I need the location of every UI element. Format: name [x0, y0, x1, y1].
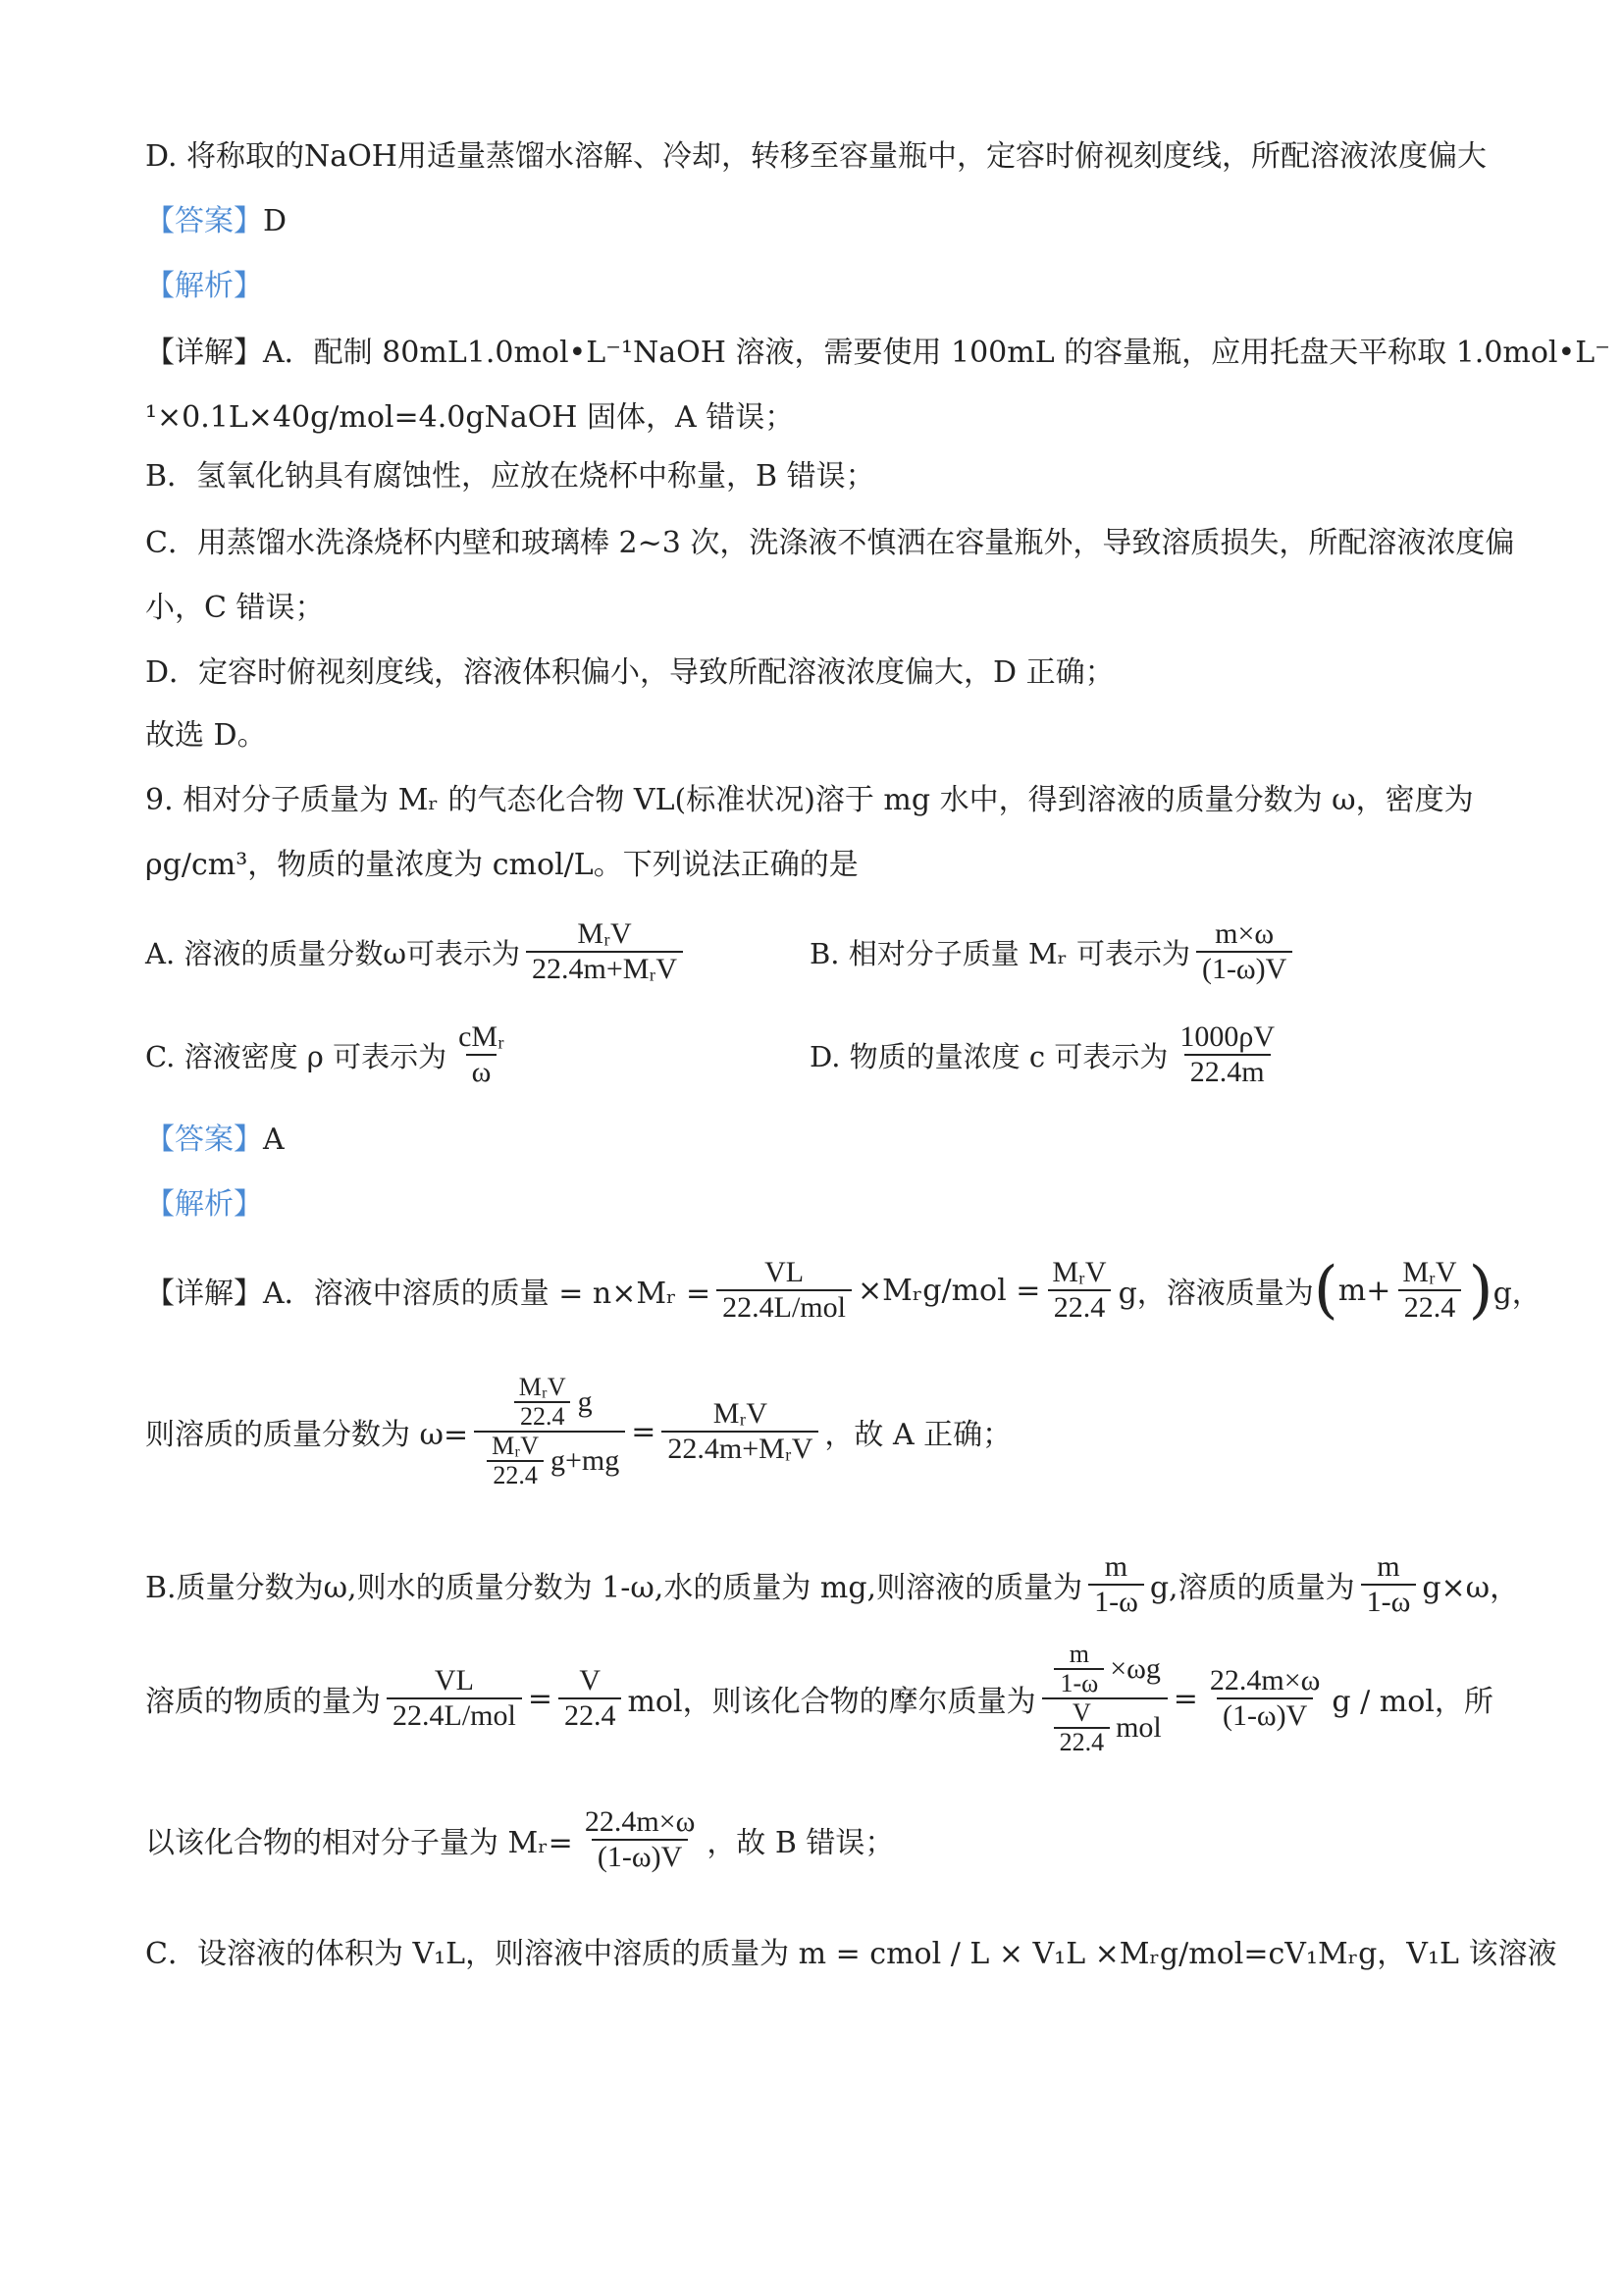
question-9-line-1: 9. 相对分子质量为 Mᵣ 的气态化合物 VL(标准状况)溶于 mg 水中，得到溶液的质量分数为 ω，密度为 [145, 783, 1474, 817]
fraction [1054, 1641, 1104, 1697]
frac-den: 22.4 [514, 1401, 571, 1431]
fraction [579, 1805, 702, 1874]
fraction [1088, 1550, 1144, 1619]
analysis-tag-8: 【解析】 [145, 269, 263, 303]
text: g， [1492, 1277, 1542, 1311]
frac-num: m [1104, 1550, 1128, 1583]
answer-tag: 【答案】 [145, 204, 263, 238]
text: A．溶液中溶质的质量 = n×Mᵣ = [263, 1277, 711, 1311]
frac-num [501, 1374, 599, 1431]
compound-fraction [1042, 1641, 1168, 1756]
detail-line-6: D．定容时俯视刻度线，溶液体积偏小，导致所配溶液浓度偏大，D 正确； [145, 655, 1115, 690]
frac-num: VL [764, 1256, 805, 1288]
frac-num: 22.4m×ω [1209, 1664, 1321, 1696]
frac-num: MᵣV [492, 1432, 540, 1460]
frac-den: 22.4m+MᵣV [661, 1431, 818, 1466]
frac-den: 1-ω [1361, 1584, 1417, 1619]
text: mol，则该化合物的摩尔质量为 [627, 1685, 1036, 1719]
text: = [631, 1414, 656, 1449]
frac-den: 22.4m [1184, 1054, 1271, 1089]
frac-den: (1-ω)V [1196, 951, 1292, 986]
answer-value: D [263, 204, 288, 238]
detail-line-2: ¹×0.1L×40g/mol=4.0gNaOH 固体，A 错误； [145, 400, 795, 435]
explain-line-5 [145, 1805, 894, 1874]
frac-num: m [1069, 1640, 1089, 1668]
unit: mol [1116, 1711, 1162, 1744]
fraction [486, 1433, 545, 1489]
frac-den: 22.4L/mol [387, 1697, 522, 1733]
option-b [810, 917, 1298, 986]
explain-line-4 [145, 1641, 1493, 1756]
text: 以该化合物的相对分子量为 Mᵣ= [145, 1826, 573, 1860]
fraction [1204, 1664, 1327, 1733]
frac-num: m [1377, 1550, 1400, 1583]
frac-den: ω [466, 1054, 497, 1089]
text: g，溶液质量为 [1118, 1277, 1314, 1311]
option-d-label: D. 物质的量浓度 c 可表示为 [810, 1039, 1169, 1073]
option-a [145, 917, 689, 986]
option-d [810, 1020, 1286, 1089]
explain-line-6: C．设溶液的体积为 V₁L，则溶液中溶质的质量为 m = cmol / L × V₁L ×Mᵣg/mol=cV₁Mᵣg，V₁L 该溶液 [145, 1937, 1557, 1971]
fraction [716, 1256, 852, 1325]
frac-den: 22.4 [487, 1460, 544, 1489]
frac-num: MᵣV [1052, 1256, 1107, 1288]
detail-tag: 【详解】 [145, 336, 263, 370]
text: ，故 A 正确； [824, 1418, 1013, 1452]
option-c [145, 1020, 516, 1089]
compound-fraction [474, 1374, 625, 1489]
left-paren: ( [1313, 1254, 1338, 1327]
unit: g+mg [550, 1444, 620, 1477]
detail-line-1 [145, 334, 1610, 373]
option-a-label: A. 溶液的质量分数ω可表示为 [145, 936, 521, 970]
text: ×Mᵣg/mol = [857, 1273, 1041, 1308]
frac-num: VL [434, 1664, 474, 1696]
explain-line-2 [145, 1374, 1012, 1489]
text: = [527, 1681, 552, 1716]
fraction [1054, 1699, 1111, 1756]
detail-line-7: 故选 D。 [145, 718, 267, 753]
fraction [1046, 1256, 1112, 1325]
detail-text: A．配制 80mL1.0mol•L⁻¹NaOH 溶液，需要使用 100mL 的容量瓶，应用托盘天平称取 1.0mol•L⁻ [263, 336, 1610, 370]
unit: g [577, 1385, 593, 1418]
fraction [1361, 1550, 1417, 1619]
frac-num: MᵣV [1402, 1256, 1457, 1288]
detail-tag: 【详解】 [145, 1277, 263, 1311]
frac-den: 1-ω [1088, 1584, 1144, 1619]
unit: ×ωg [1110, 1652, 1161, 1685]
text: g / mol，所 [1332, 1685, 1493, 1719]
text: g,溶质的质量为 [1149, 1571, 1355, 1605]
frac-den [1042, 1697, 1168, 1756]
frac-den: 1-ω [1054, 1668, 1104, 1697]
text: ，故 B 错误； [707, 1826, 895, 1860]
analysis-tag-9: 【解析】 [145, 1187, 263, 1222]
option-d-fraction [1174, 1020, 1281, 1089]
frac-den: 22.4m+MᵣV [526, 951, 683, 986]
frac-den: 22.4 [558, 1697, 622, 1733]
text: 则溶质的质量分数为 ω= [145, 1418, 469, 1452]
text: m+ [1337, 1273, 1391, 1308]
answer-8 [145, 202, 287, 241]
frac-num: MᵣV [577, 917, 632, 950]
fraction [558, 1664, 622, 1733]
option-a-fraction [526, 917, 683, 986]
frac-den: 22.4 [1048, 1289, 1112, 1325]
answer-tag: 【答案】 [145, 1122, 263, 1157]
frac-den: 22.4L/mol [716, 1289, 852, 1325]
option-b-label: B. 相对分子质量 Mᵣ 可表示为 [810, 936, 1190, 970]
frac-num: 1000ρV [1179, 1020, 1275, 1053]
frac-den: 22.4 [1054, 1727, 1111, 1756]
detail-line-3: B．氢氧化钠具有腐蚀性，应放在烧杯中称量，B 错误； [145, 459, 875, 494]
fraction [661, 1397, 818, 1466]
frac-den: 22.4 [1398, 1289, 1462, 1325]
frac-den: (1-ω)V [592, 1839, 688, 1874]
explain-line-1 [145, 1256, 1542, 1325]
text: = [1173, 1681, 1198, 1716]
frac-num: V [579, 1664, 602, 1696]
frac-num [1042, 1641, 1166, 1697]
line-option-d: D. 将称取的NaOH用适量蒸馏水溶解、冷却，转移至容量瓶中，定容时俯视刻度线，所配溶液浓度偏大 [145, 139, 1487, 174]
frac-num: m×ω [1215, 917, 1275, 950]
fraction [387, 1664, 522, 1733]
frac-num: cMᵣ [458, 1020, 504, 1053]
option-b-fraction [1196, 917, 1292, 986]
detail-line-5: 小，C 错误； [145, 591, 325, 625]
option-c-label: C. 溶液密度 ρ 可表示为 [145, 1039, 447, 1073]
explain-line-3 [145, 1550, 1519, 1619]
fraction [513, 1374, 572, 1431]
fraction [1396, 1256, 1462, 1325]
text: B.质量分数为ω,则水的质量分数为 1-ω,水的质量为 mg,则溶液的质量为 [145, 1571, 1083, 1605]
answer-value: A [263, 1122, 285, 1157]
question-9-line-2: ρg/cm³，物质的量浓度为 cmol/L。下列说法正确的是 [145, 848, 859, 882]
detail-line-4: C．用蒸馏水洗涤烧杯内壁和玻璃棒 2~3 次，洗涤液不慎洒在容量瓶外，导致溶质损失，所配溶液浓度偏 [145, 526, 1515, 560]
text: g×ω， [1422, 1571, 1520, 1605]
option-c-fraction [452, 1020, 510, 1089]
frac-num: V [1072, 1698, 1091, 1727]
right-paren: ) [1468, 1254, 1493, 1327]
frac-num: MᵣV [712, 1397, 768, 1430]
answer-9 [145, 1121, 285, 1160]
frac-num: MᵣV [518, 1373, 566, 1401]
frac-den: (1-ω)V [1217, 1697, 1313, 1733]
frac-num: 22.4m×ω [584, 1805, 696, 1838]
frac-den [474, 1431, 625, 1489]
text: 溶质的物质的量为 [145, 1685, 381, 1719]
